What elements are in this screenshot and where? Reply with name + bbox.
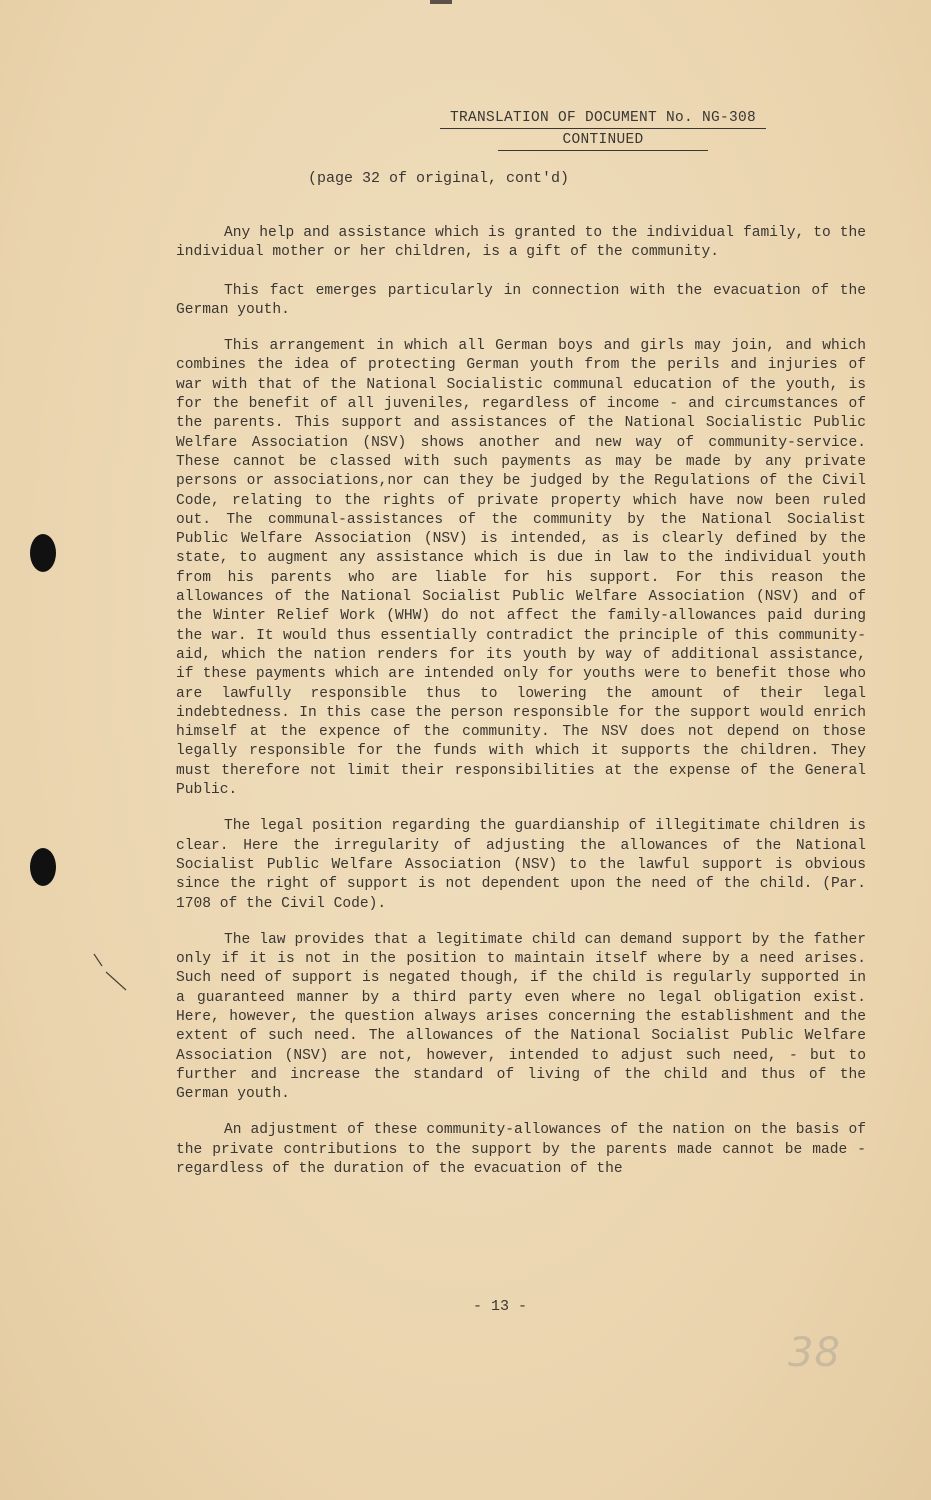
- stamp-number: 38: [788, 1330, 841, 1376]
- document-body: [176, 224, 866, 1196]
- page-number: - 13 -: [472, 1298, 527, 1315]
- header-subtitle-rule: [498, 150, 708, 151]
- paragraph-1: Any help and assistance which is granted to the individual family, to the individual mother or her children, is a gift of the community.: [176, 225, 866, 261]
- document-header: [440, 110, 766, 151]
- paragraph-5: The law provides that a legitimate child can demand support by the father only if it is not in the position to maintain itself where by a need arises. Such need of support is negated though, if the child is regularly supported in a guaranteed manner by a third party even where no legal obligation exist. Here, however, the question always arises concerning the establishment and the extent of such need. The allowances of the National Socialist Public Welfare Association (NSV) are not, however, intended to adjust such need, - but to further and increase the standard of living of the child and thus of the German youth.: [176, 931, 866, 1103]
- header-subtitle: CONTINUED: [562, 132, 644, 148]
- page-reference: (page 32 of original, cont'd): [308, 170, 570, 187]
- paragraph-3: This arrangement in which all German boys and girls may join, and which combines the idea of protecting German youth from the perils and injuries of war with that of the National Socialistic communal education of the youth, is for the benefit of all juveniles, regardless of income - and circumstances of the parents. This support and assistances of the National Socialistic Public Welfare Association (NSV) shows another and new way of community-service. These cannot be classed with such payments as may be made by any private persons or associations,nor can they be judged by the Regulations of the Civil Code, relating to the rights of private property which have now been ruled out. The communal-assistances of the community by the National Socialist Public Welfare Association (NSV) is intended, as is clearly defined by the state, to augment any assistance which is due in law to the individual youth from his parents who are liable for his support. For this reason the allowances of the National Socialist Public Welfare Association (NSV) and of the Winter Relief Work (WHW) do not affect the family-allowances paid during the war. It would thus essentially contradict the principle of this community-aid, which the nation renders for its youth by way of additional assistance, if these payments which are intended only for youths were to benefit those who are lawfully responsible thus to lowering the amount of their legal indebtedness. In this case the person responsible for the support would enrich himself at the expence of the community. The NSV does not depend on those legally responsible for the funds with which it supports the children. They must therefore not limit their responsibilities at the expense of the General Public.: [176, 338, 866, 799]
- punch-hole-top: [30, 534, 56, 572]
- paragraph-4: The legal position regarding the guardianship of illegitimate children is clear. Here the irregularity of adjusting the allowances of the National Socialist Public Welfare Association (NSV) to the lawful support is obvious since the right of support is not dependent upon the need of the child. (Par. 1708 of the Civil Code).: [176, 818, 866, 912]
- paragraph-2: This fact emerges particularly in connection with the evacuation of the German youth.: [176, 282, 866, 318]
- pencil-tick-mark: [92, 952, 128, 992]
- paragraph-6: An adjustment of these community-allowances of the nation on the basis of the private contributions to the support by the parents made cannot be made - regardless of the duration of the evacuation of the: [176, 1122, 866, 1178]
- top-edge-mark: [430, 0, 452, 4]
- header-rule: [440, 128, 766, 129]
- header-title: TRANSLATION OF DOCUMENT No. NG-308: [449, 110, 757, 126]
- punch-hole-bottom: [30, 848, 56, 886]
